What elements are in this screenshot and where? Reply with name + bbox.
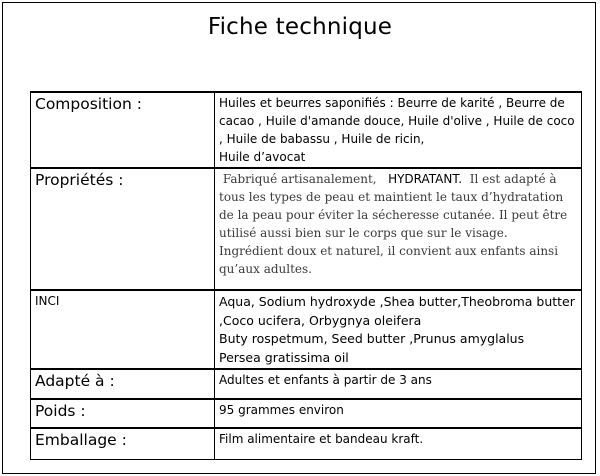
page-title: Fiche technique	[207, 14, 393, 40]
inci-line3: Persea gratissima oil	[219, 349, 349, 365]
inci-line2: Buty rospetmum, Seed butter ,Prunus amyglalus	[219, 331, 525, 346]
table-row-poids	[31, 399, 582, 428]
proprietes-highlight: HYDRATANT.	[388, 172, 463, 186]
row-label-composition: Composition :	[31, 92, 215, 168]
table-row-emballage	[31, 428, 582, 459]
row-value-composition	[215, 92, 582, 168]
proprietes-text-line2: Ingrédient doux et naturel, il convient aux enfants ainsi qu’aux adultes.	[219, 244, 559, 276]
row-label-inci: INCI	[31, 290, 215, 369]
row-label-emballage: Emballage :	[31, 428, 215, 459]
row-label-adapte: Adapté à :	[31, 369, 215, 399]
row-value-emballage: Film alimentaire et bandeau kraft.	[215, 428, 582, 459]
composition-text: Huiles et beurres saponifiés : Beurre de karité , Beurre de cacao , Huile d'amande douce, Huile d'olive , Huile de coco , Huile de babassu , Huile de ricin,	[219, 96, 575, 146]
row-label-proprietes: Propriétés :	[31, 168, 215, 290]
technical-sheet-table	[30, 91, 582, 460]
proprietes-text: Il est adapté à tous les types de peau et maintient le taux d’hydratation de la peau pour éviter la sécheresse cutanée. Il peut être utilisé aussi bien sur le corps que sur le visage.	[219, 172, 568, 240]
table-row-adapte	[31, 369, 582, 399]
inci-line1: Aqua, Sodium hydroxyde ,Shea butter,Theobroma butter ,Coco ucifera, Orbygnya oleifera	[219, 294, 575, 328]
proprietes-lead: Fabriqué artisanalement,	[222, 172, 377, 186]
row-value-inci	[215, 290, 582, 369]
composition-text-line2: Huile d’avocat	[219, 150, 306, 164]
table-row-composition	[31, 92, 582, 168]
table-row-proprietes	[31, 168, 582, 290]
row-value-poids: 95 grammes environ	[215, 399, 582, 428]
table-row-inci	[31, 290, 582, 369]
row-label-poids: Poids :	[31, 399, 215, 428]
row-value-adapte: Adultes et enfants à partir de 3 ans	[215, 369, 582, 399]
row-value-proprietes	[215, 168, 582, 290]
